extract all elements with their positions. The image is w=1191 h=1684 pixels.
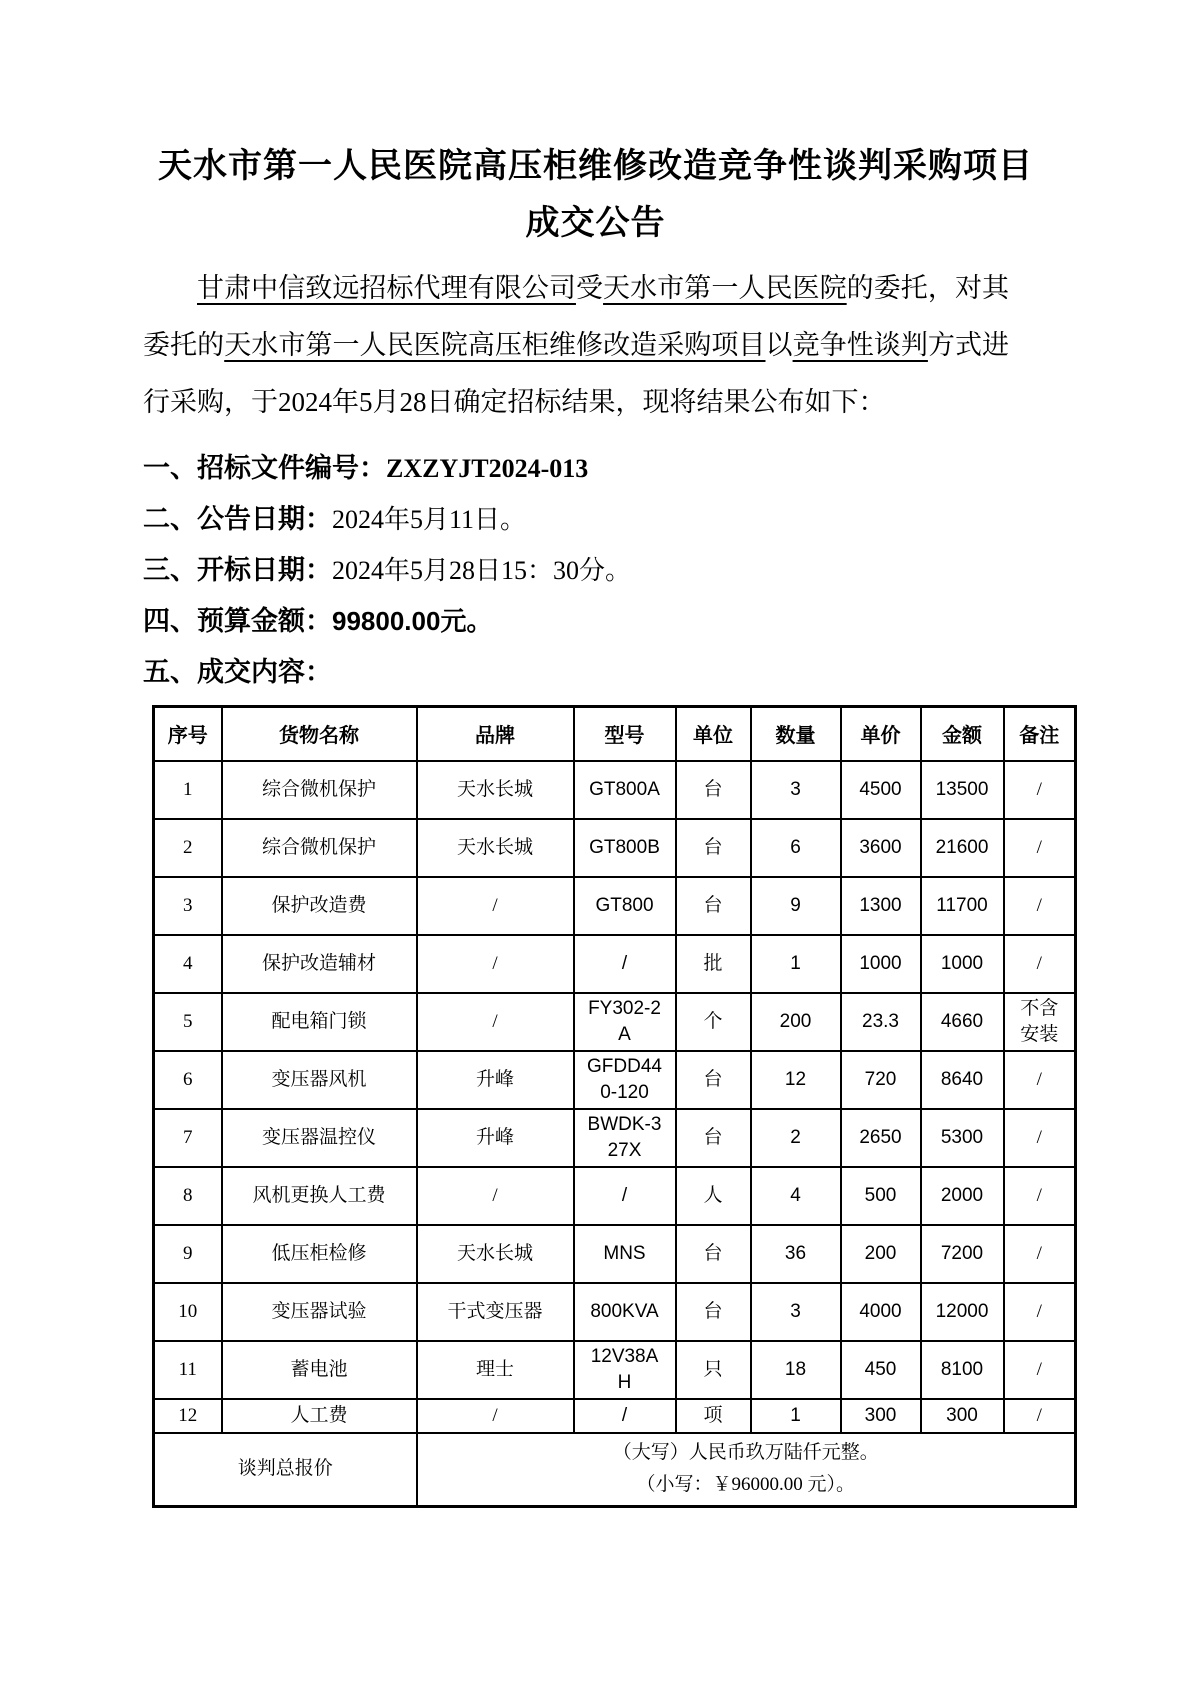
table-cell: MNS [574,1225,676,1283]
table-cell: 保护改造辅材 [222,935,417,993]
intro-segment-agency: 甘肃中信致远招标代理有限公司 [197,273,576,303]
total-amount-words: （大写）人民币玖万陆仟元整。 [612,1442,879,1464]
table-cell: FY302-2A [574,993,676,1051]
col-header-unit: 单位 [676,707,751,761]
intro-segment-hospital: 天水市第一人民医院 [603,273,847,303]
table-cell: 变压器风机 [222,1051,417,1109]
table-cell: 9 [751,877,841,935]
table-cell: 人工费 [222,1399,417,1433]
table-row [154,819,1076,877]
table-cell: 升峰 [417,1051,574,1109]
table-cell: 只 [676,1341,751,1399]
table-cell: 8100 [921,1341,1004,1399]
table-cell: 4660 [921,993,1004,1051]
table-row [154,1399,1076,1433]
table-cell: / [574,935,676,993]
table-footer [154,1433,1076,1507]
item-tender-doc-number [143,443,1048,494]
table-cell: / [1004,1051,1076,1109]
table-cell: / [1004,877,1076,935]
item-label: 一、招标文件编号： [143,453,386,483]
total-amount-figures: （小写：￥96000.00 元）。 [636,1474,855,1496]
table-cell: / [1004,1399,1076,1433]
award-table [152,705,1077,1508]
table-cell: 10 [154,1283,222,1341]
col-header-model: 型号 [574,707,676,761]
total-label-cell: 谈判总报价 [154,1433,417,1507]
col-header-amount: 金额 [921,707,1004,761]
table-cell: / [417,1399,574,1433]
table-cell: BWDK-327X [574,1109,676,1167]
table-cell: 变压器温控仪 [222,1109,417,1167]
table-cell: 13500 [921,761,1004,819]
table-cell: 300 [921,1399,1004,1433]
table-cell: 批 [676,935,751,993]
table-cell: 蓄电池 [222,1341,417,1399]
table-cell: / [1004,935,1076,993]
table-cell: 2 [154,819,222,877]
table-cell: 4500 [841,761,921,819]
table-cell: 人 [676,1167,751,1225]
table-cell: 4 [751,1167,841,1225]
table-cell: 变压器试验 [222,1283,417,1341]
table-cell: 台 [676,761,751,819]
table-cell: 12 [154,1399,222,1433]
item-label: 五、成交内容： [143,657,332,687]
table-cell: / [417,1167,574,1225]
table-cell: 不含安装 [1004,993,1076,1051]
table-cell: / [1004,1283,1076,1341]
table-cell: 5300 [921,1109,1004,1167]
table-cell: 12 [751,1051,841,1109]
table-cell: 6 [154,1051,222,1109]
table-cell: 3600 [841,819,921,877]
table-row [154,1283,1076,1341]
item-label: 四、预算金额： [143,606,332,636]
col-header-unit-price: 单价 [841,707,921,761]
item-budget-amount [143,596,1048,647]
table-cell: 天水长城 [417,1225,574,1283]
item-value: 99800.00元。 [332,606,493,636]
table-cell: 个 [676,993,751,1051]
table-cell: 800KVA [574,1283,676,1341]
table-cell: / [574,1399,676,1433]
table-cell: 4000 [841,1283,921,1341]
total-row [154,1433,1076,1507]
item-list [143,443,1048,698]
table-cell: 1 [751,935,841,993]
table-cell: 2 [751,1109,841,1167]
table-cell: 4 [154,935,222,993]
table-cell: 8 [154,1167,222,1225]
table-cell: / [417,993,574,1051]
table-cell: GT800A [574,761,676,819]
table-cell: 5 [154,993,222,1051]
table-cell: 3 [751,761,841,819]
table-cell: 3 [154,877,222,935]
table-cell: / [1004,819,1076,877]
table-cell: 保护改造费 [222,877,417,935]
col-header-brand: 品牌 [417,707,574,761]
table-cell: / [1004,1225,1076,1283]
table-row [154,761,1076,819]
intro-segment-project: 天水市第一人民医院高压柜维修改造采购项目 [224,330,766,360]
table-cell: 200 [841,1225,921,1283]
item-award-content [143,647,1048,698]
table-cell: 200 [751,993,841,1051]
table-cell: 23.3 [841,993,921,1051]
table-cell: 台 [676,877,751,935]
table-cell: 720 [841,1051,921,1109]
table-cell: / [417,877,574,935]
table-row [154,877,1076,935]
col-header-seq: 序号 [154,707,222,761]
table-row [154,993,1076,1051]
table-cell: 天水长城 [417,761,574,819]
table-cell: 450 [841,1341,921,1399]
col-header-quantity: 数量 [751,707,841,761]
table-cell: 11 [154,1341,222,1399]
table-cell: 1 [751,1399,841,1433]
table-row [154,1051,1076,1109]
table-cell: 1000 [841,935,921,993]
intro-segment-method: 竞争性谈判 [792,330,928,360]
table-cell: GT800 [574,877,676,935]
table-cell: / [1004,1109,1076,1167]
table-cell: / [1004,1341,1076,1399]
table-cell: 台 [676,819,751,877]
table-cell: 36 [751,1225,841,1283]
table-cell: / [574,1167,676,1225]
table-cell: 1000 [921,935,1004,993]
table-body [154,761,1076,1433]
table-cell: 风机更换人工费 [222,1167,417,1225]
table-cell: 6 [751,819,841,877]
table-cell: 低压柜检修 [222,1225,417,1283]
document-title: 天水市第一人民医院高压柜维修改造竞争性谈判采购项目 [158,147,1033,185]
table-cell: GT800B [574,819,676,877]
item-label: 三、开标日期： [143,555,332,585]
table-cell: 理士 [417,1341,574,1399]
table-cell: 500 [841,1167,921,1225]
table-cell: / [417,935,574,993]
table-cell: 台 [676,1283,751,1341]
table-cell: 300 [841,1399,921,1433]
intro-segment: 以 [765,330,793,360]
table-cell: 台 [676,1109,751,1167]
table-cell: 9 [154,1225,222,1283]
table-cell: 2650 [841,1109,921,1167]
table-cell: 7 [154,1109,222,1167]
table-cell: 天水长城 [417,819,574,877]
table-cell: 台 [676,1051,751,1109]
document-subtitle: 成交公告 [525,204,666,242]
table-row [154,1167,1076,1225]
table-cell: 7200 [921,1225,1004,1283]
table-row [154,935,1076,993]
table-cell: 配电箱门锁 [222,993,417,1051]
item-label: 二、公告日期： [143,504,332,534]
table-row [154,1225,1076,1283]
table-cell: 综合微机保护 [222,761,417,819]
table-cell: 12000 [921,1283,1004,1341]
table-cell: 综合微机保护 [222,819,417,877]
table-cell: 3 [751,1283,841,1341]
table-cell: / [1004,1167,1076,1225]
table-cell: 8640 [921,1051,1004,1109]
table-row [154,1341,1076,1399]
table-row [154,1109,1076,1167]
intro-segment: 方式进行采购，于2024年5月28日确定招标结果，现将结果公布如下： [143,330,1010,417]
table-header-row [154,707,1076,761]
intro-paragraph [143,260,1009,431]
table-cell: GFDD440-120 [574,1051,676,1109]
item-value: ZXZYJT2024-013 [386,454,589,483]
table-cell: 1300 [841,877,921,935]
item-bid-opening-date [143,545,1048,596]
table-cell: 2000 [921,1167,1004,1225]
table-cell: 升峰 [417,1109,574,1167]
table-cell: 项 [676,1399,751,1433]
col-header-goods-name: 货物名称 [222,707,417,761]
table-cell: / [1004,761,1076,819]
intro-segment: 的委托，对其委托的 [143,273,1010,360]
col-header-remark: 备注 [1004,707,1076,761]
table-cell: 台 [676,1225,751,1283]
item-value: 2024年5月28日15：30分。 [332,556,632,585]
table-cell: 1 [154,761,222,819]
item-announcement-date [143,494,1048,545]
item-value: 2024年5月11日。 [332,505,527,534]
table-cell: 18 [751,1341,841,1399]
table-cell: 12V38AH [574,1341,676,1399]
table-cell: 21600 [921,819,1004,877]
table-cell: 干式变压器 [417,1283,574,1341]
table-cell: 11700 [921,877,1004,935]
total-amount-cell [417,1433,1076,1507]
intro-segment: 受 [575,273,604,303]
